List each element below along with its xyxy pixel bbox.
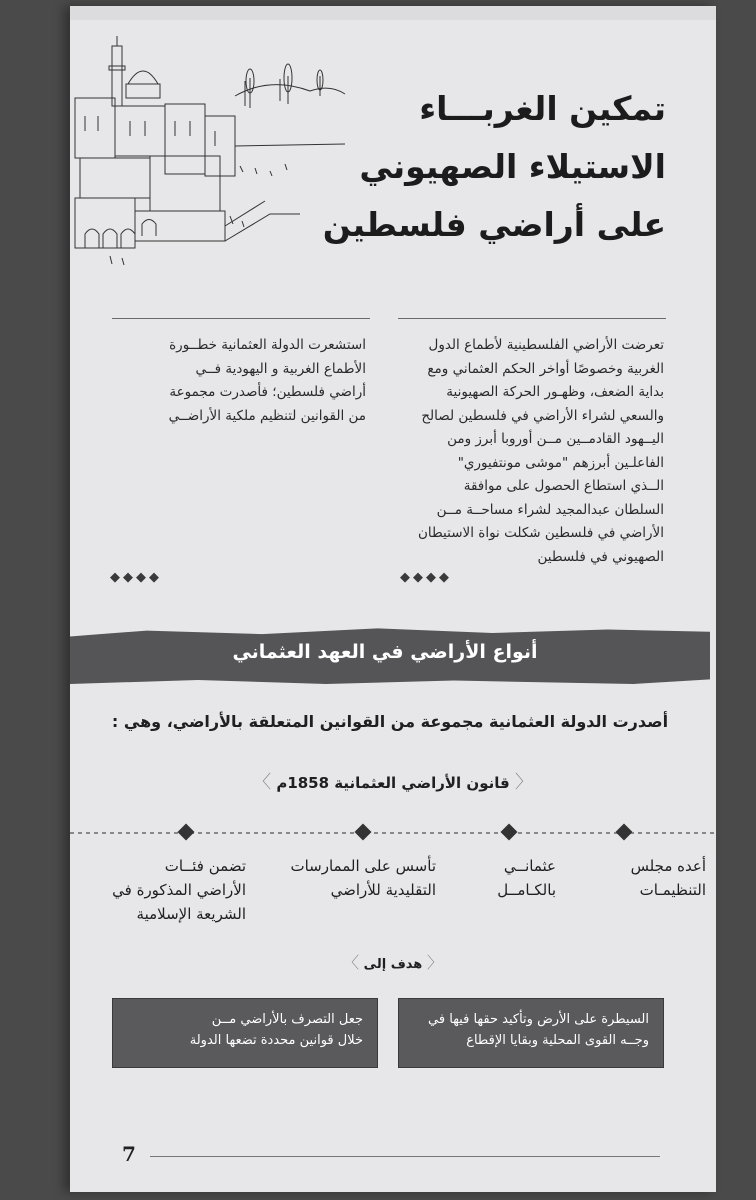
feature-line: تضمن فئــات [164,857,246,875]
node-diamond-icon [616,824,633,841]
right-diamond-divider: ◆◆◆◆ [400,570,452,585]
goal-box-line: وجــه القوى المحلية وبقايا الإقطاع [466,1033,649,1048]
feature-line: أعده مجلس [630,857,706,875]
page-number: 7 [122,1142,136,1166]
text-line: الأراضي في فلسطين شكلت نواة الاستيطان [417,525,664,541]
text-line: الأطماع الغربية و اليهودية فــي [195,360,366,377]
text-line: بداية الضعف، وظهـور الحركة الصهيونية [446,384,664,400]
title-line: على أراضي فلسطين [322,205,666,244]
goal-box-line: خلال قوانين محددة تضعها الدولة [189,1033,363,1048]
page-title [322,80,666,254]
feature-line: بالكـامــل [497,881,556,899]
feature-item [276,854,436,902]
law-title-text: قانون الأراضي العثمانية 1858م [276,774,510,792]
text-line: الصهيوني في فلسطين [537,548,664,565]
document-page [70,6,716,1192]
right-column-text [400,334,664,569]
bracket-right-icon: 〈 [514,772,533,793]
node-diamond-icon [355,824,372,841]
left-column-text [120,334,366,428]
feature-line: التنظيمـات [639,881,706,899]
goal-box-line: السيطرة على الأرض وتأكيد حقها فيها في [428,1012,649,1027]
title-line: تمكين الغربـــاء [419,89,666,128]
text-line: أراضي فلسطين؛ فأصدرت مجموعة [169,384,366,400]
text-line: والسعي لشراء الأراضي في فلسطين لصالح [421,407,664,424]
feature-line: الشريعة الإسلامية [136,905,246,923]
text-line: السلطان عبدالمجيد لشراء مساحــة مــن [436,501,664,518]
node-diamond-icon [501,824,518,841]
section-title: أنواع الأراضي في العهد العثماني [232,641,538,663]
text-line: من القوانين لتنظيم ملكية الأراضــي [168,407,366,424]
node-diamond-icon [178,824,195,841]
left-column-rule [112,318,370,319]
text-line: استشعرت الدولة العثمانية خطــورة [169,337,366,353]
feature-line: تأسس على الممارسات [290,857,436,875]
goal-label [70,950,716,973]
title-line: الاستيلاء الصهيوني [359,147,666,186]
text-line: اليــهود القادمــين مــن أوروبا أبرز ومن [447,431,664,447]
feature-line: التقليدية للأراضي [330,881,436,899]
bracket-right-icon: 〈 [426,953,443,972]
text-line: تعرضت الأراضي الفلسطينية لأطماع الدول [428,337,664,353]
feature-item [86,854,246,926]
bracket-left-icon: 〉 [253,772,272,793]
text-line: الــذي استطاع الحصول على موافقة [463,478,664,494]
top-band [70,6,716,20]
jerusalem-sketch-icon [70,36,350,266]
feature-line: عثمانــي [503,857,556,875]
goal-box [398,998,664,1068]
text-line: الفاعلـين أبرزهم "موشى مونتفيوري" [457,454,664,471]
goal-box [112,998,378,1068]
bracket-left-icon: 〉 [343,953,360,972]
goal-label-text: هدف إلى [363,957,423,972]
goal-box-line: جعل التصرف بالأراضي مــن [211,1012,363,1027]
feature-item [466,854,556,902]
left-diamond-divider: ◆◆◆◆ [110,570,162,585]
intro-text: أصدرت الدولة العثمانية مجموعة من القوانين المتعلقة بالأراضي، وهي : [111,712,669,731]
feature-item [586,854,706,902]
right-column-rule [398,318,666,319]
law-title [70,768,716,794]
text-line: الغربية وخصوصًا أواخر الحكم العثماني ومع [427,360,664,377]
feature-line: الأراضي المذكورة في [112,881,246,899]
footer-rule [150,1156,660,1157]
